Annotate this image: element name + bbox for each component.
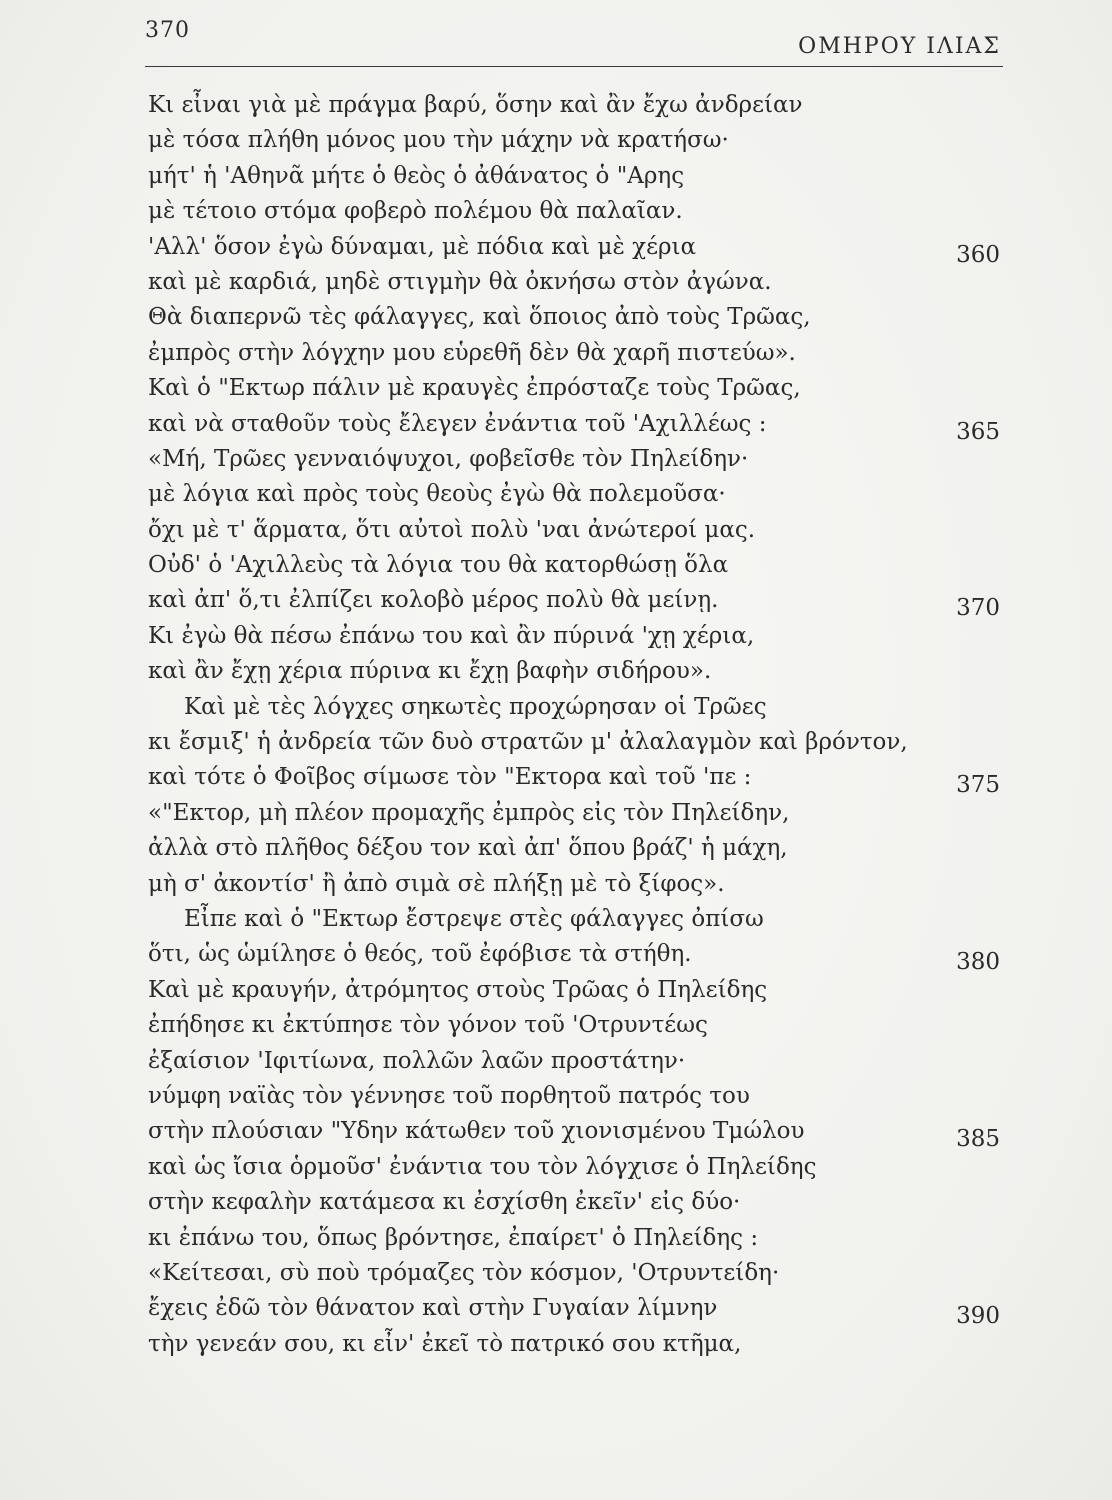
line-number: 365 bbox=[956, 418, 1000, 445]
line-number: 390 bbox=[956, 1303, 1000, 1330]
verse-line bbox=[148, 690, 1008, 725]
verse-line bbox=[148, 548, 1008, 583]
verse-text: Κι εἶναι γιὰ μὲ πράγμα βαρύ, ὅσην καὶ ἂν ἔχω ἀνδρείαν bbox=[148, 92, 803, 118]
verse-line bbox=[148, 796, 1008, 831]
line-number: 360 bbox=[956, 241, 1000, 268]
verse-text: καὶ μὲ καρδιά, μηδὲ στιγμὴν θὰ ὀκνήσω στὸν ἀγώνα. bbox=[148, 268, 772, 295]
verse-text: Θὰ διαπερνῶ τὲς φάλαγγες, καὶ ὅποιος ἀπὸ τοὺς Τρῶας, bbox=[148, 304, 811, 331]
verse-line bbox=[148, 265, 1008, 300]
verse-line bbox=[148, 336, 1008, 371]
verse-text: ἔχεις ἐδῶ τὸν θάνατον καὶ στὴν Γυγαίαν λίμνην bbox=[148, 1295, 718, 1322]
verse-text: καὶ τότε ὁ Φοῖβος σίμωσε τὸν "Εκτορα καὶ τοῦ 'πε : bbox=[148, 764, 752, 791]
verse-line bbox=[148, 1291, 1008, 1330]
verse-line bbox=[148, 583, 1008, 622]
line-number: 370 bbox=[956, 595, 1000, 622]
verse-text: μήτ' ἡ 'Αθηνᾶ μήτε ὁ θεὸς ὁ ἀθάνατος ὁ "Αρης bbox=[148, 162, 685, 189]
verse-text: κι ἔσμιξ' ἡ ἀνδρεία τῶν δυὸ στρατῶν μ' ἀλαλαγμὸν καὶ βρόντον, bbox=[148, 729, 908, 756]
verse-line bbox=[148, 407, 1008, 445]
verse-line bbox=[148, 1114, 1008, 1153]
verse-text: καὶ ἀπ' ὅ,τι ἐλπίζει κολοβὸ μέρος πολὺ θὰ μείνῃ. bbox=[148, 587, 719, 614]
verse-block bbox=[148, 88, 1008, 1362]
verse-line bbox=[148, 300, 1008, 335]
verse-line bbox=[148, 937, 1008, 976]
verse-line bbox=[148, 123, 1008, 158]
verse-text: κι ἐπάνω του, ὅπως βρόντησε, ἐπαίρετ' ὁ Πηλείδης : bbox=[148, 1224, 759, 1251]
verse-text: νύμφη ναϊὰς τὸν γέννησε τοῦ πορθητοῦ πατρός του bbox=[148, 1082, 750, 1109]
line-number: 380 bbox=[956, 949, 1000, 976]
verse-line bbox=[148, 159, 1008, 194]
verse-line bbox=[148, 619, 1008, 654]
verse-line bbox=[148, 1221, 1008, 1256]
verse-text: μὲ λόγια καὶ πρὸς τοὺς θεοὺς ἐγὼ θὰ πολεμοῦσα· bbox=[148, 481, 726, 508]
verse-line bbox=[148, 88, 1008, 123]
verse-line bbox=[148, 973, 1008, 1008]
verse-line bbox=[148, 902, 1008, 937]
verse-text: Οὐδ' ὁ 'Αχιλλεὺς τὰ λόγια του θὰ κατορθώσῃ ὅλα bbox=[148, 552, 729, 579]
verse-line bbox=[148, 513, 1008, 548]
verse-line bbox=[148, 1044, 1008, 1079]
verse-line bbox=[148, 1150, 1008, 1185]
verse-line bbox=[148, 725, 1008, 760]
verse-line bbox=[148, 230, 1008, 268]
verse-text: Εἶπε καὶ ὁ "Εκτωρ ἔστρεψε στὲς φάλαγγες ὀπίσω bbox=[184, 905, 764, 932]
verse-text: Καὶ μὲ κραυγήν, ἀτρόμητος στοὺς Τρῶας ὁ Πηλείδης bbox=[148, 976, 768, 1003]
verse-text: τὴν γενεάν σου, κι εἶν' ἐκεῖ τὸ πατρικό σου κτῆμα, bbox=[148, 1330, 742, 1357]
verse-line bbox=[148, 1079, 1008, 1114]
verse-line bbox=[148, 867, 1008, 902]
verse-line bbox=[148, 442, 1008, 477]
verse-line bbox=[148, 1327, 1008, 1362]
verse-text: στὴν κεφαλὴν κατάμεσα κι ἐσχίσθη ἐκεῖν' εἰς δύο· bbox=[148, 1189, 741, 1216]
verse-text: μὲ τέτοιο στόμα φοβερὸ πολέμου θὰ παλαῖαν. bbox=[148, 198, 683, 225]
verse-line bbox=[148, 477, 1008, 512]
verse-line bbox=[148, 654, 1008, 689]
line-number: 375 bbox=[956, 772, 1000, 799]
verse-text: ὅτι, ὡς ὡμίλησε ὁ θεός, τοῦ ἐφόβισε τὰ στήθη. bbox=[148, 941, 692, 968]
verse-text: μὲ τόσα πλήθη μόνος μου τὴν μάχην νὰ κρατήσω· bbox=[148, 127, 729, 154]
verse-text: καὶ ἂν ἔχῃ χέρια πύρινα κι ἔχῃ βαφὴν σιδήρου». bbox=[148, 658, 712, 685]
verse-line bbox=[148, 194, 1008, 229]
verse-line bbox=[148, 1008, 1008, 1043]
verse-text: ἀλλὰ στὸ πλῆθος δέξου τον καὶ ἀπ' ὅπου βράζ' ἡ μάχη, bbox=[148, 835, 788, 862]
verse-text: ἐπήδησε κι ἐκτύπησε τὸν γόνον τοῦ 'Οτρυντέως bbox=[148, 1012, 708, 1039]
page-header bbox=[145, 18, 1005, 70]
verse-text: ἐξαίσιον 'Ιφιτίωνα, πολλῶν λαῶν προστάτην· bbox=[148, 1047, 686, 1074]
verse-line bbox=[148, 371, 1008, 406]
verse-text: μὴ σ' ἀκοντίσ' ἢ ἀπὸ σιμὰ σὲ πλήξῃ μὲ τὸ ξίφος». bbox=[148, 870, 725, 897]
line-number: 385 bbox=[956, 1126, 1000, 1153]
verse-text: Κι ἐγὼ θὰ πέσω ἐπάνω του καὶ ἂν πύρινά 'χῃ χέρια, bbox=[148, 622, 755, 649]
verse-text: Καὶ μὲ τὲς λόγχες σηκωτὲς προχώρησαν οἱ Τρῶες bbox=[184, 693, 767, 720]
verse-text: 'Αλλ' ὅσον ἐγὼ δύναμαι, μὲ πόδια καὶ μὲ χέρια bbox=[148, 233, 697, 260]
verse-text: ὄχι μὲ τ' ἅρματα, ὅτι αὐτοὶ πολὺ 'ναι ἀνώτεροί μας. bbox=[148, 516, 756, 543]
running-head: ΟΜΗΡΟΥ ΙΛΙΑΣ bbox=[798, 34, 1001, 59]
verse-text: «Μή, Τρῶες γενναιόψυχοι, φοβεῖσθε τὸν Πηλείδην· bbox=[148, 445, 749, 472]
verse-line bbox=[148, 831, 1008, 866]
verse-line bbox=[148, 760, 1008, 799]
verse-line bbox=[148, 1256, 1008, 1291]
verse-text: «Κείτεσαι, σὺ ποὺ τρόμαζες τὸν κόσμον, 'Οτρυντείδη· bbox=[148, 1259, 780, 1286]
verse-text: Καὶ ὁ "Εκτωρ πάλιν μὲ κραυγὲς ἐπρόσταζε τοὺς Τρῶας, bbox=[148, 375, 801, 402]
verse-text: «"Εκτορ, μὴ πλέον προμαχῆς ἐμπρὸς εἰς τὸν Πηλείδην, bbox=[148, 799, 790, 826]
verse-text: ἐμπρὸς στὴν λόγχην μου εὑρεθῆ δὲν θὰ χαρῆ πιστεύω». bbox=[148, 339, 796, 366]
verse-text: καὶ νὰ σταθοῦν τοὺς ἔλεγεν ἐνάντια τοῦ 'Αχιλλέως : bbox=[148, 410, 767, 437]
verse-text: στὴν πλούσιαν "Υδην κάτωθεν τοῦ χιονισμένου Τμώλου bbox=[148, 1118, 805, 1145]
verse-text: καὶ ὡς ἴσια ὁρμοῦσ' ἐνάντια του τὸν λόγχισε ὁ Πηλείδης bbox=[148, 1153, 817, 1180]
page-number: 370 bbox=[145, 18, 190, 43]
header-rule bbox=[145, 66, 1003, 67]
verse-line bbox=[148, 1185, 1008, 1220]
